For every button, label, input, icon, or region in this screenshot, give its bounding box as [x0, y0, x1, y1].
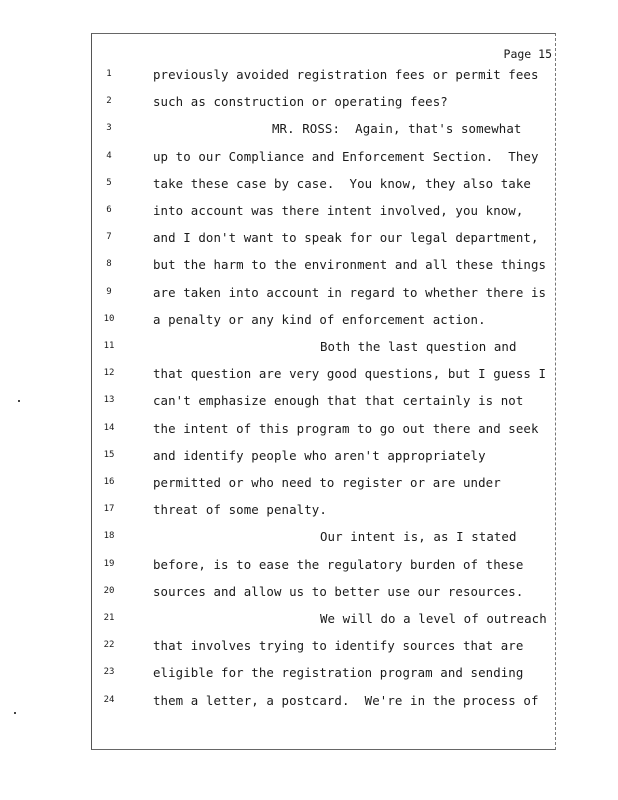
transcript-line — [0, 339, 618, 359]
line-text: Our intent is, as I stated — [320, 529, 517, 545]
transcript-line — [0, 693, 618, 713]
line-text: them a letter, a postcard. We're in the process of — [153, 692, 539, 708]
line-number: 5 — [106, 177, 112, 188]
line-number: 4 — [106, 150, 112, 161]
transcript-line — [0, 502, 618, 522]
transcript-line — [0, 67, 618, 87]
line-number: 15 — [103, 449, 115, 460]
line-number: 2 — [106, 96, 112, 107]
line-number: 14 — [103, 422, 115, 433]
transcript-line — [0, 312, 618, 332]
transcript-line — [0, 366, 618, 386]
line-text: are taken into account in regard to whether there is — [153, 284, 547, 300]
line-number: 21 — [103, 613, 115, 623]
line-text: sources and allow us to better use our resources. — [153, 583, 524, 599]
transcript-line — [0, 257, 618, 277]
line-text: such as construction or operating fees? — [153, 94, 448, 110]
transcript-line — [0, 448, 618, 468]
line-number: 9 — [106, 286, 112, 297]
line-text: into account was there intent involved, you know, — [153, 203, 524, 218]
scan-speck — [14, 712, 16, 714]
line-text: and identify people who aren't appropriately — [153, 447, 486, 463]
line-text: can't emphasize enough that that certainly is not — [153, 393, 524, 409]
line-number: 24 — [103, 694, 115, 705]
transcript-line — [0, 584, 618, 604]
transcript-line — [0, 529, 618, 549]
line-text: previously avoided registration fees or permit fees — [153, 67, 539, 82]
line-number: 11 — [103, 341, 115, 351]
line-text: MR. ROSS: Again, that's somewhat — [272, 121, 522, 137]
transcript-line — [0, 611, 618, 631]
line-text: Both the last question and — [320, 339, 517, 354]
transcript-line — [0, 176, 618, 196]
transcript-line — [0, 393, 618, 413]
scan-speck — [18, 400, 20, 402]
line-text: the intent of this program to go out there and seek — [153, 420, 539, 436]
line-number: 8 — [106, 259, 112, 270]
line-text: take these case by case. You know, they also take — [153, 175, 531, 191]
transcript-line — [0, 121, 618, 141]
transcript-line — [0, 638, 618, 658]
transcript-line — [0, 230, 618, 250]
line-number: 13 — [103, 395, 115, 406]
transcript-line — [0, 557, 618, 577]
line-number: 23 — [103, 667, 115, 678]
line-number: 12 — [103, 368, 115, 379]
line-text: a penalty or any kind of enforcement action. — [153, 311, 486, 327]
page-number: Page 15 — [503, 47, 552, 61]
line-number: 18 — [103, 531, 115, 542]
line-number: 10 — [103, 313, 115, 324]
transcript-line — [0, 94, 618, 114]
line-number: 22 — [103, 640, 115, 651]
line-number: 19 — [103, 558, 115, 569]
line-text: eligible for the registration program and sending — [153, 665, 524, 681]
line-text: up to our Compliance and Enforcement Section. They — [153, 148, 539, 164]
line-number: 3 — [106, 123, 112, 134]
line-number: 6 — [106, 205, 112, 215]
transcript-line — [0, 203, 618, 223]
line-number: 1 — [106, 69, 112, 79]
line-text: and I don't want to speak for our legal department, — [153, 230, 539, 246]
line-text: before, is to ease the regulatory burden of these — [153, 556, 524, 572]
transcript-line — [0, 475, 618, 495]
transcript-line — [0, 421, 618, 441]
line-number: 20 — [103, 585, 115, 596]
line-number: 16 — [103, 477, 115, 487]
line-number: 7 — [106, 232, 112, 243]
line-text: that question are very good questions, but I guess I — [153, 366, 547, 382]
transcript-line — [0, 285, 618, 305]
line-text: permitted or who need to register or are under — [153, 475, 501, 490]
line-text: that involves trying to identify sources that are — [153, 638, 524, 654]
line-text: We will do a level of outreach — [320, 611, 547, 626]
line-text: but the harm to the environment and all these things — [153, 257, 547, 273]
line-text: threat of some penalty. — [153, 502, 327, 518]
line-number: 17 — [103, 504, 115, 515]
transcript-line — [0, 665, 618, 685]
transcript-line — [0, 149, 618, 169]
